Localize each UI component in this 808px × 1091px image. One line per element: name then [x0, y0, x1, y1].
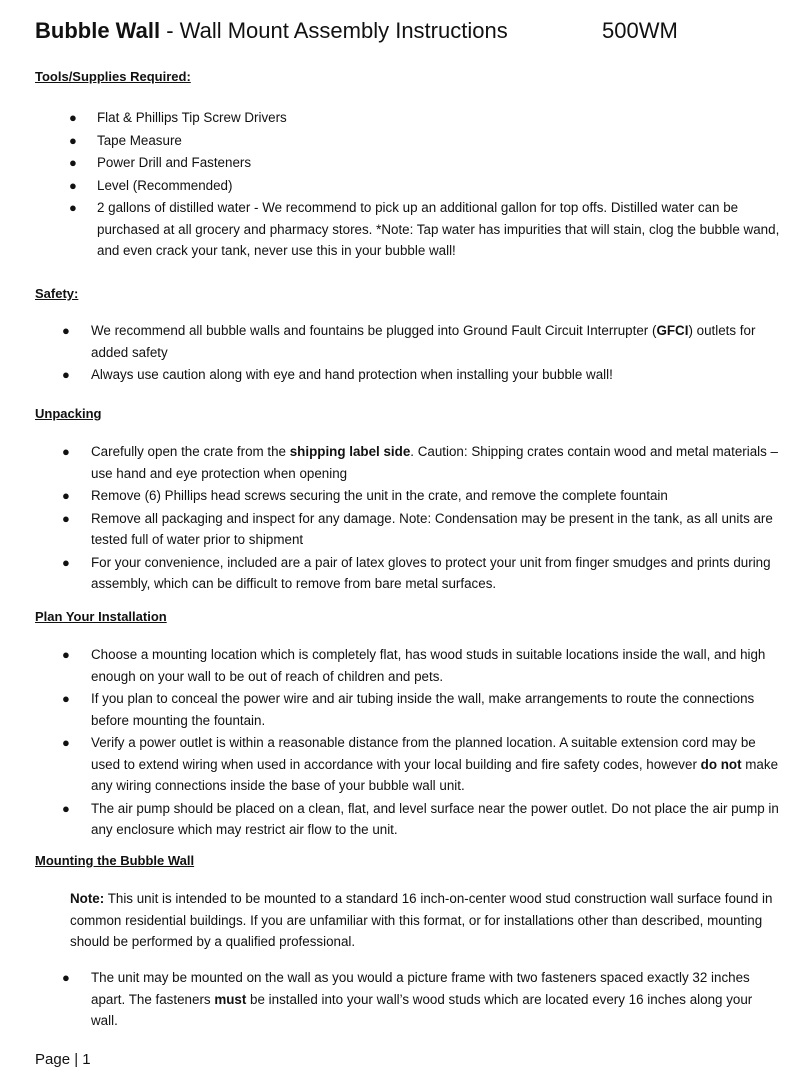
- list-item: ● Always use caution along with eye and hand protection when installing your bubble wall!: [0, 364, 808, 386]
- bullet-icon: ●: [62, 323, 70, 338]
- plan-list: [0, 644, 808, 842]
- list-item: ● Remove (6) Phillips head screws securing the unit in the crate, and remove the complete fountain: [0, 485, 808, 507]
- document-title: [35, 16, 795, 46]
- bullet-icon: ●: [62, 510, 70, 526]
- title-brand: Bubble Wall: [35, 18, 161, 43]
- bullet-icon: ●: [69, 110, 77, 125]
- bullet-icon: ●: [69, 177, 77, 193]
- list-item: ● Tape Measure: [0, 130, 808, 152]
- note-text: This unit is intended to be mounted to a standard 16 inch-on-center wood stud construction wall surface found in common residential buildings. If you are unfamiliar with this format, or for installations other than described, mounting should be performed by a qualified professional.: [70, 891, 773, 949]
- safety-list: [0, 320, 808, 387]
- mounting-list: [0, 967, 808, 1033]
- page-number: Page | 1: [35, 1051, 91, 1068]
- safety-heading: Safety:: [35, 286, 79, 301]
- bullet-icon: ●: [62, 735, 70, 750]
- list-item: ● The unit may be mounted on the wall as you would a picture frame with two fasteners spaced exactly 32 inches apart. The fasteners must be installed into your wall’s wood studs which are located every 16 inches along your wall.: [0, 967, 808, 1032]
- bullet-icon: ●: [62, 554, 70, 570]
- list-item: ● Level (Recommended): [0, 175, 808, 197]
- bullet-icon: ●: [62, 800, 70, 816]
- bullet-icon: ●: [62, 970, 70, 985]
- list-item: ● Carefully open the crate from the shipping label side. Caution: Shipping crates contain wood and metal materials – use hand and eye protection when opening: [0, 441, 808, 484]
- plan-heading: Plan Your Installation: [35, 609, 167, 624]
- bullet-icon: ●: [62, 691, 70, 706]
- bullet-icon: ●: [69, 200, 77, 215]
- bullet-icon: ●: [69, 155, 77, 170]
- list-item: ● Choose a mounting location which is completely flat, has wood studs in suitable locations inside the wall, and high enough on your wall to be out of reach of children and pets.: [0, 644, 808, 687]
- title-subtitle: - Wall Mount Assembly Instructions: [160, 18, 508, 43]
- list-item: ● For your convenience, included are a pair of latex gloves to protect your unit from finger smudges and prints during assembly, which can be difficult to remove from bare metal surfaces.: [0, 552, 808, 595]
- list-item: ● Power Drill and Fasteners: [0, 152, 808, 174]
- model-number: 500WM: [602, 18, 678, 43]
- bullet-icon: ●: [69, 132, 77, 148]
- list-item: ● If you plan to conceal the power wire and air tubing inside the wall, make arrangements to route the connections before mounting the fountain.: [0, 688, 808, 731]
- tools-heading: Tools/Supplies Required:: [35, 69, 191, 84]
- list-item: ● Remove all packaging and inspect for any damage. Note: Condensation may be present in the tank, as all units are tested full of water prior to shipment: [0, 508, 808, 551]
- bullet-icon: ●: [62, 444, 70, 459]
- unpacking-list: [0, 441, 808, 596]
- note-label: Note:: [70, 891, 105, 906]
- bullet-icon: ●: [62, 367, 70, 382]
- mounting-heading: Mounting the Bubble Wall: [35, 853, 195, 868]
- list-item: ● We recommend all bubble walls and fountains be plugged into Ground Fault Circuit Interrupter (GFCI) outlets for added safety: [0, 320, 808, 363]
- mounting-note: [70, 888, 775, 953]
- list-item: ● 2 gallons of distilled water - We recommend to pick up an additional gallon for top offs. Distilled water can be purchased at all grocery and pharmacy stores. *Note: Tap water has impurities that will stain, clog the bubble wand, and even crack your tank, never use this in your bubble wall!: [0, 197, 808, 262]
- list-item: ● Flat & Phillips Tip Screw Drivers: [0, 107, 808, 129]
- tools-list: [0, 107, 808, 263]
- bullet-icon: ●: [62, 647, 70, 662]
- unpacking-heading: Unpacking: [35, 406, 102, 421]
- bullet-icon: ●: [62, 488, 70, 503]
- list-item: ● Verify a power outlet is within a reasonable distance from the planned location. A suitable extension cord may be used to extend wiring when used in accordance with your local building and fire safety codes, however do not make any wiring connections inside the base of your bubble wall unit.: [0, 732, 808, 797]
- list-item: ● The air pump should be placed on a clean, flat, and level surface near the power outlet. Do not place the air pump in any enclosure which may restrict air flow to the unit.: [0, 798, 808, 841]
